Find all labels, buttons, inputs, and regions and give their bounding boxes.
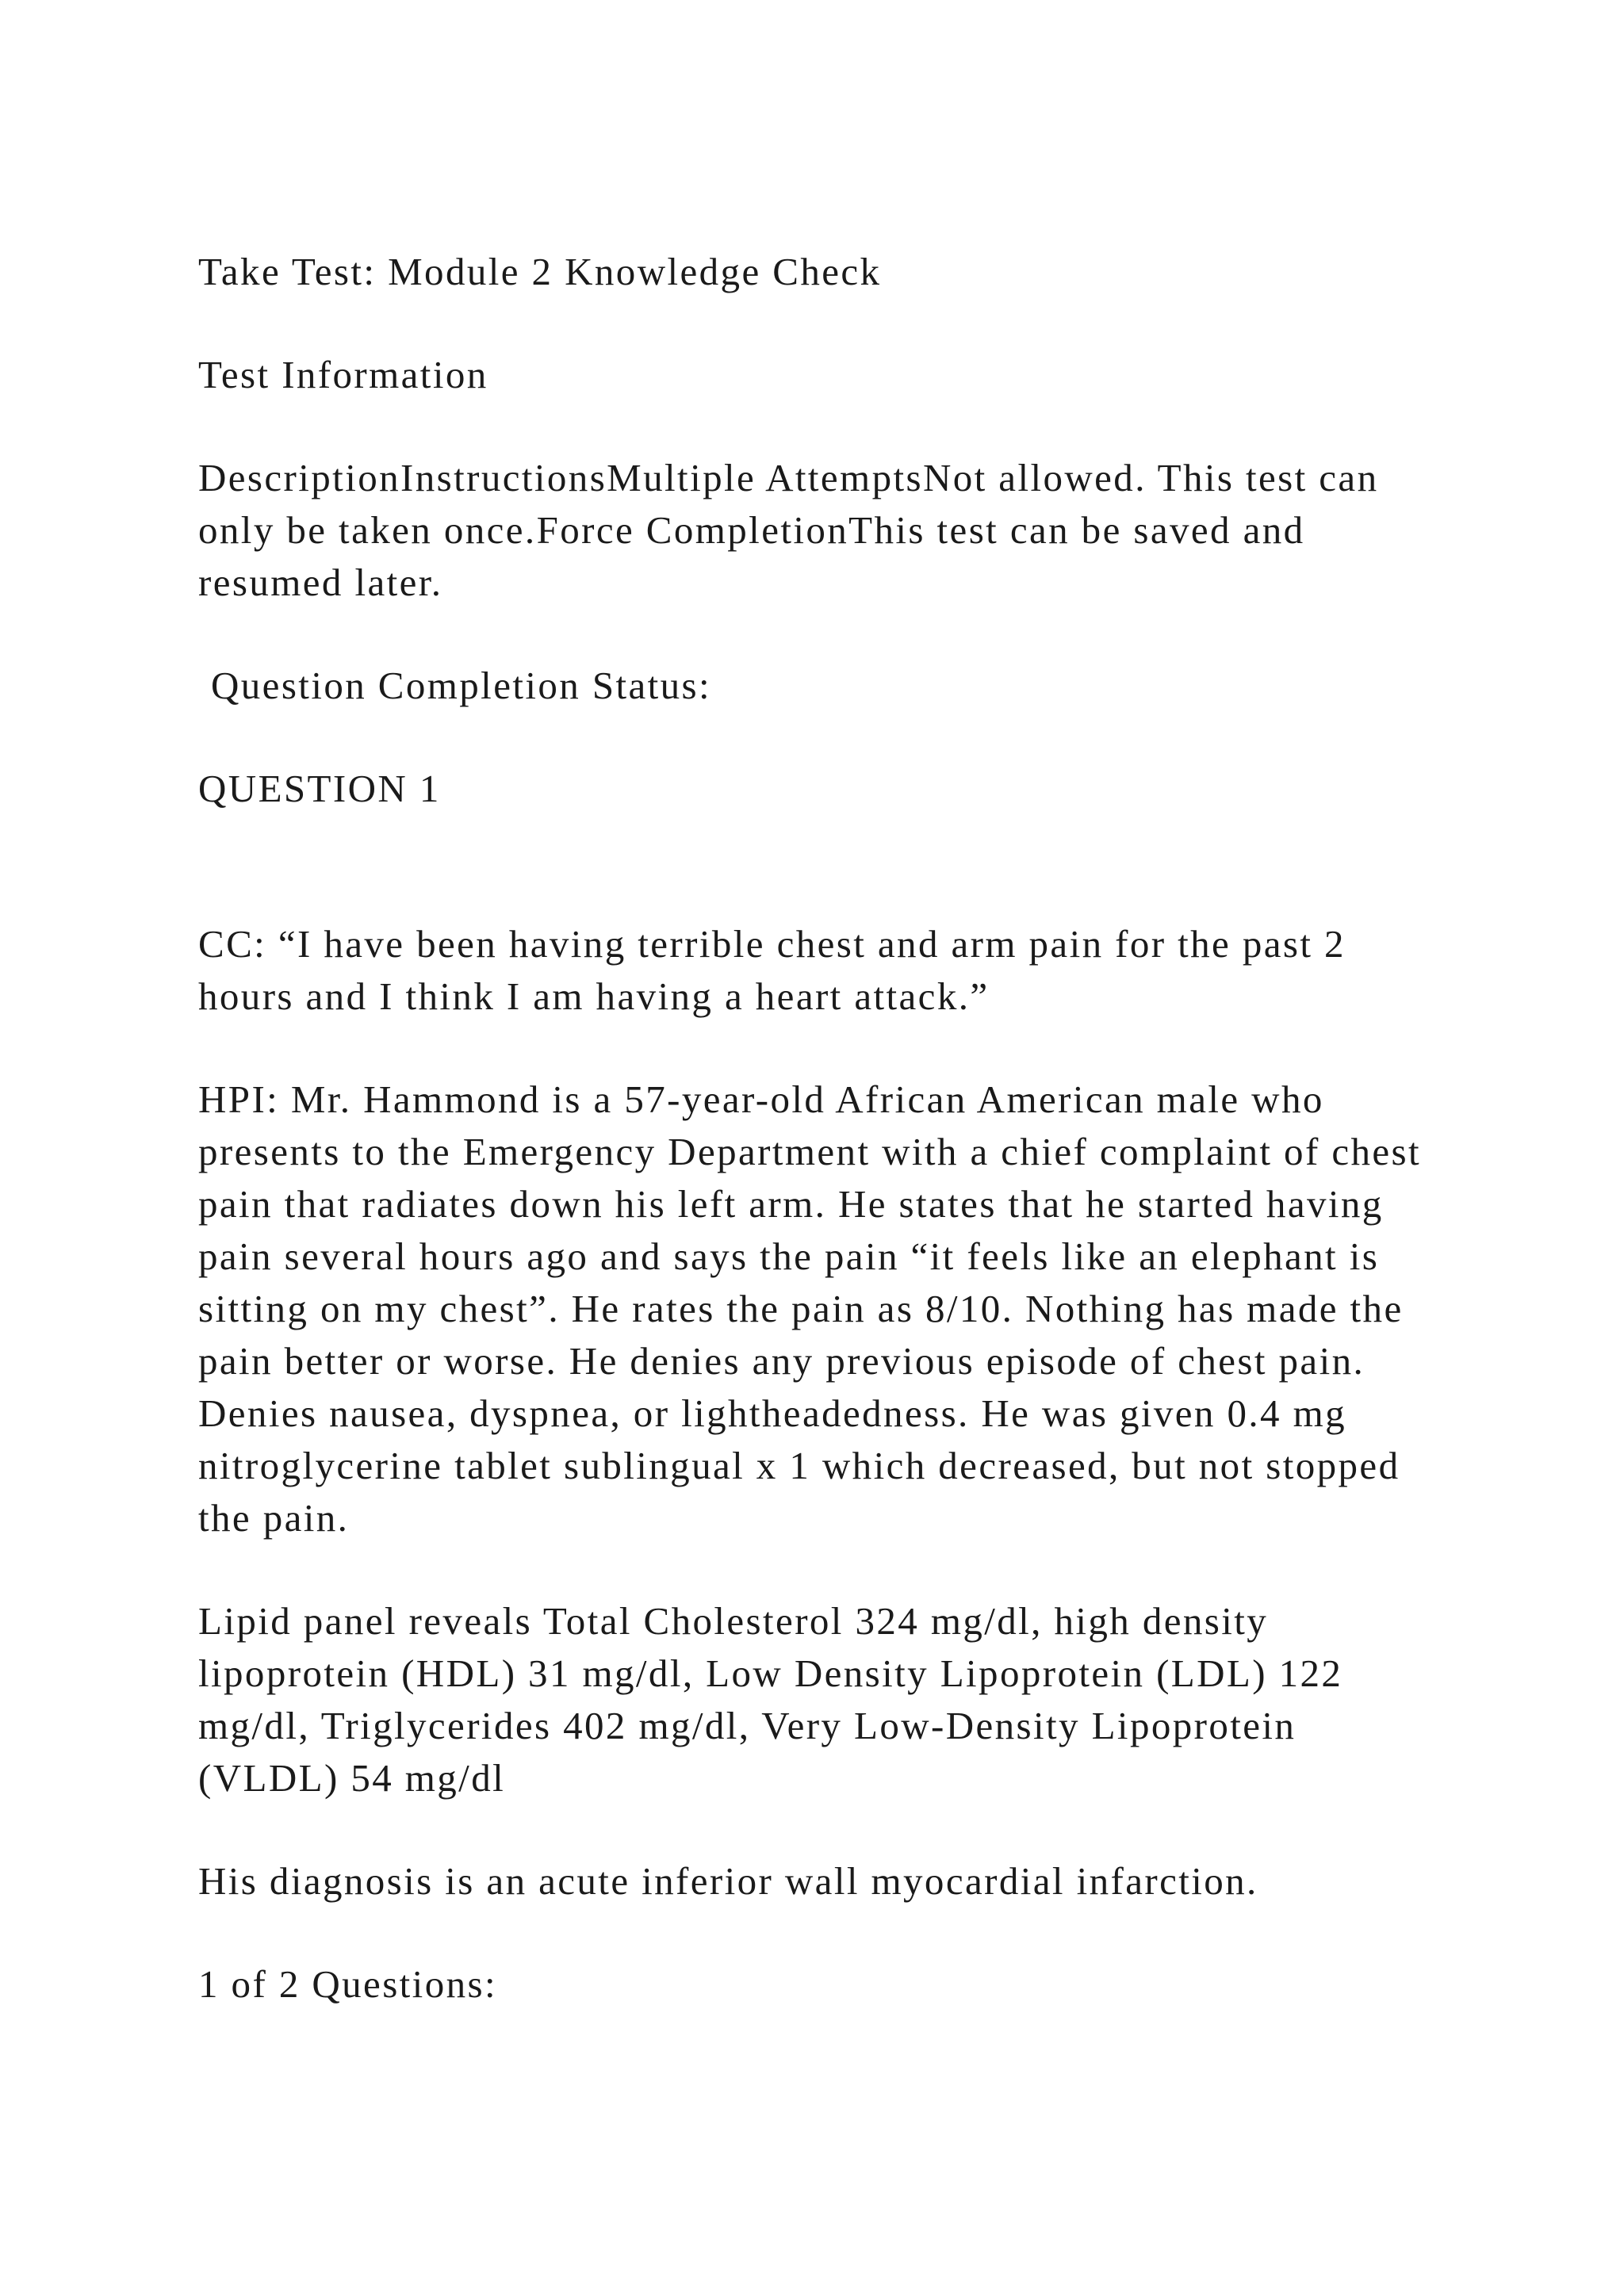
diagnosis-paragraph: His diagnosis is an acute inferior wall myocardial infarction.	[198, 1859, 1258, 1903]
question-counter: 1 of 2 Questions:	[198, 1962, 497, 2006]
hpi-paragraph: HPI: Mr. Hammond is a 57-year-old African American male who presents to the Emergency Department with a chief complaint of chest pain that radiates down his left arm. He states that he started having pain several hours ago and says the pain “it feels like an elephant is sitting on my chest”. He rates the pain as 8/10. Nothing has made the pain better or worse. He denies any previous episode of chest pain. Denies nausea, dyspnea, or lightheadedness. He was given 0.4 mg nitroglycerine tablet sublingual x 1 which decreased, but not stopped the pain.	[198, 1077, 1421, 1540]
test-title: Take Test: Module 2 Knowledge Check	[198, 250, 882, 293]
test-document	[198, 246, 1435, 2011]
lipid-panel-paragraph: Lipid panel reveals Total Cholesterol 324 mg/dl, high density lipoprotein (HDL) 31 mg/dl, Low Density Lipoprotein (LDL) 122 mg/dl, Triglycerides 402 mg/dl, Very Low-Density Lipoprotein (VLDL) 54 mg/dl	[198, 1599, 1343, 1800]
section-heading: Test Information	[198, 353, 488, 396]
test-info-text: DescriptionInstructionsMultiple AttemptsNot allowed. This test can only be taken once.Force CompletionThis test can be saved and resumed later.	[198, 456, 1379, 604]
chief-complaint: CC: “I have been having terrible chest and arm pain for the past 2 hours and I think I am having a heart attack.”	[198, 922, 1346, 1018]
question-label: QUESTION 1	[198, 767, 441, 810]
completion-status-label: Question Completion Status:	[211, 664, 712, 707]
